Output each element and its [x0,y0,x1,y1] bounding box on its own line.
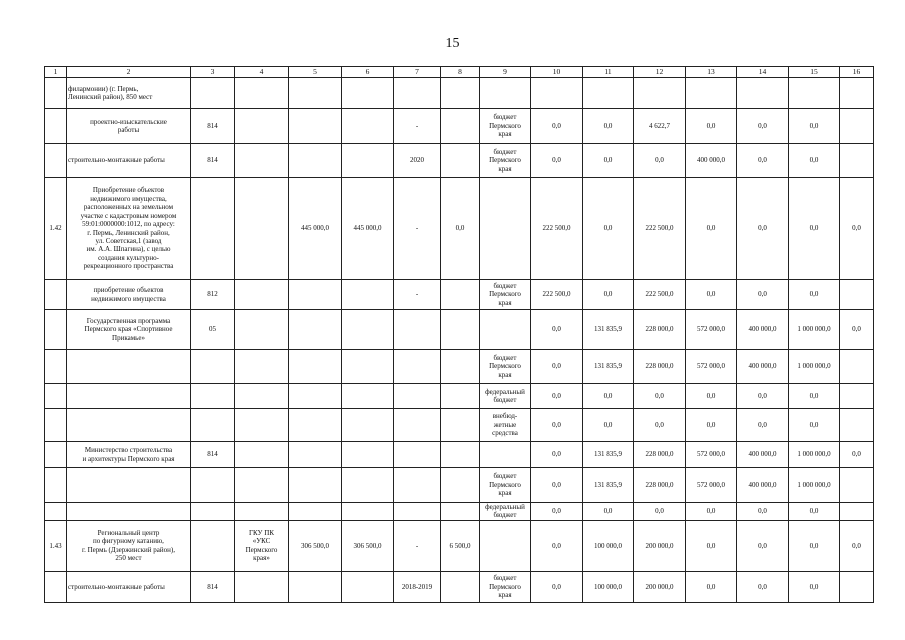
table-cell-col-14: 400 000,0 [737,442,789,468]
table-cell-col-1 [45,384,67,409]
table-cell-col-4 [235,109,289,144]
table-cell-col-9: бюджет Пермского края [480,280,531,310]
table-cell-col-11: 131 835,9 [583,350,634,384]
table-cell-col-14: 0,0 [737,109,789,144]
table-cell-col-5: 5 [289,67,342,78]
table-cell-col-11: 0,0 [583,409,634,442]
table-cell-col-16 [840,144,874,178]
table-cell-col-2: Региональный центр по фигурному катанию, г. Пермь (Дзержинский район), 250 мест [67,520,191,571]
table-cell-col-16: 0,0 [840,178,874,280]
table-cell-col-10: 0,0 [531,350,583,384]
table-cell-col-13: 0,0 [686,520,737,571]
table-cell-col-8 [441,109,480,144]
table-cell-col-2 [67,350,191,384]
table-cell-col-15: 15 [789,67,840,78]
table-cell-col-2 [67,384,191,409]
table-cell-col-10: 222 500,0 [531,178,583,280]
table-row [45,409,874,442]
table-cell-col-1 [45,503,67,521]
table-cell-col-4 [235,468,289,503]
table-cell-col-7 [394,409,441,442]
table-cell-col-2: проектно-изыскательские работы [67,109,191,144]
table-cell-col-10: 0,0 [531,384,583,409]
table-cell-col-4 [235,144,289,178]
table-cell-col-8 [441,144,480,178]
table-cell-col-9 [480,78,531,109]
table-cell-col-2: приобретение объектов недвижимого имущества [67,280,191,310]
table-cell-col-15: 0,0 [789,503,840,521]
table-cell-col-3 [191,468,235,503]
table-cell-col-7: - [394,280,441,310]
table-cell-col-15: 1 000 000,0 [789,442,840,468]
table-cell-col-1: 1.43 [45,520,67,571]
table-cell-col-9: бюджет Пермского края [480,468,531,503]
table-cell-col-4 [235,280,289,310]
table-cell-col-3 [191,503,235,521]
budget-table [44,66,874,603]
table-cell-col-1: 1.42 [45,178,67,280]
table-cell-col-11: 100 000,0 [583,520,634,571]
table-cell-col-15: 0,0 [789,109,840,144]
table-cell-col-3: 814 [191,144,235,178]
table-cell-col-12: 4 622,7 [634,109,686,144]
table-cell-col-15: 1 000 000,0 [789,310,840,350]
table-cell-col-13: 0,0 [686,503,737,521]
table-cell-col-7: - [394,520,441,571]
table-cell-col-5: 306 500,0 [289,520,342,571]
table-cell-col-15: 0,0 [789,571,840,602]
table-cell-col-3 [191,78,235,109]
table-cell-col-1 [45,350,67,384]
table-cell-col-7: - [394,178,441,280]
table-cell-col-13 [686,78,737,109]
table-cell-col-5 [289,571,342,602]
table-cell-col-10: 0,0 [531,109,583,144]
table-cell-col-8 [441,503,480,521]
page-number: 15 [445,36,460,51]
table-cell-col-2: Государственная программа Пермского края «Спортивное Прикамье» [67,310,191,350]
table-row [45,310,874,350]
table-row [45,520,874,571]
table-cell-col-2 [67,409,191,442]
table-cell-col-6 [342,280,394,310]
table-cell-col-3: 3 [191,67,235,78]
table-cell-col-11: 0,0 [583,503,634,521]
table-cell-col-11: 0,0 [583,178,634,280]
table-cell-col-6 [342,109,394,144]
table-cell-col-12: 200 000,0 [634,520,686,571]
table-cell-col-8 [441,280,480,310]
table-cell-col-4 [235,350,289,384]
table-cell-col-12: 0,0 [634,144,686,178]
table-cell-col-5 [289,310,342,350]
table-cell-col-13: 572 000,0 [686,468,737,503]
table-cell-col-7: 2018-2019 [394,571,441,602]
table-cell-col-10 [531,78,583,109]
table-cell-col-16: 0,0 [840,442,874,468]
table-cell-col-12: 222 500,0 [634,178,686,280]
table-cell-col-11 [583,78,634,109]
table-cell-col-2 [67,468,191,503]
table-cell-col-14: 0,0 [737,571,789,602]
table-row [45,280,874,310]
table-cell-col-2: строительно-монтажные работы [67,571,191,602]
table-cell-col-16 [840,468,874,503]
table-cell-col-8: 6 500,0 [441,520,480,571]
table-cell-col-10: 0,0 [531,144,583,178]
table-row [45,144,874,178]
table-cell-col-15 [789,78,840,109]
table-cell-col-11: 11 [583,67,634,78]
table-cell-col-12: 228 000,0 [634,442,686,468]
table-cell-col-7: - [394,109,441,144]
table-row [45,178,874,280]
table-cell-col-11: 131 835,9 [583,310,634,350]
table-cell-col-1 [45,78,67,109]
table-cell-col-3: 05 [191,310,235,350]
table-cell-col-11: 0,0 [583,144,634,178]
table-cell-col-6: 445 000,0 [342,178,394,280]
table-cell-col-9 [480,178,531,280]
table-cell-col-4: ГКУ ПК «УКС Пермского края» [235,520,289,571]
table-cell-col-8: 8 [441,67,480,78]
table-cell-col-10: 0,0 [531,571,583,602]
table-cell-col-6 [342,468,394,503]
table-cell-col-14: 0,0 [737,178,789,280]
table-cell-col-6: 306 500,0 [342,520,394,571]
table-cell-col-4 [235,178,289,280]
table-cell-col-9: бюджет Пермского края [480,144,531,178]
table-cell-col-4 [235,384,289,409]
table-cell-col-7 [394,503,441,521]
table-cell-col-13: 0,0 [686,280,737,310]
table-cell-col-5 [289,442,342,468]
table-cell-col-13: 0,0 [686,571,737,602]
table-cell-col-5 [289,144,342,178]
table-cell-col-16 [840,503,874,521]
table-cell-col-10: 0,0 [531,468,583,503]
table-cell-col-14: 0,0 [737,503,789,521]
table-cell-col-12: 12 [634,67,686,78]
table-cell-col-6 [342,503,394,521]
table-cell-col-12: 0,0 [634,503,686,521]
table-cell-col-6 [342,409,394,442]
table-cell-col-16 [840,78,874,109]
table-row [45,350,874,384]
table-cell-col-4: 4 [235,67,289,78]
table-cell-col-14: 14 [737,67,789,78]
table-cell-col-12: 222 500,0 [634,280,686,310]
table-cell-col-4 [235,310,289,350]
table-cell-col-12: 228 000,0 [634,468,686,503]
table-cell-col-8 [441,442,480,468]
table-cell-col-9: федеральный бюджет [480,503,531,521]
table-cell-col-5 [289,280,342,310]
table-cell-col-13: 13 [686,67,737,78]
table-cell-col-3: 814 [191,571,235,602]
table-cell-col-7 [394,78,441,109]
table-cell-col-2: Министерство строительства и архитектуры Пермского края [67,442,191,468]
table-cell-col-1 [45,310,67,350]
table-cell-col-3 [191,350,235,384]
table-cell-col-7 [394,310,441,350]
table-cell-col-6 [342,350,394,384]
table-cell-col-3 [191,384,235,409]
table-cell-col-12 [634,78,686,109]
table-cell-col-5 [289,503,342,521]
table-cell-col-2 [67,503,191,521]
table-cell-col-15: 0,0 [789,520,840,571]
table-cell-col-9: 9 [480,67,531,78]
table-cell-col-7: 2020 [394,144,441,178]
table-cell-col-13: 0,0 [686,109,737,144]
table-cell-col-11: 0,0 [583,109,634,144]
table-cell-col-2: Приобретение объектов недвижимого имущества, расположенных на земельном участке с кадастровым номером 59:01:0000000:1012, по адресу: г. Пермь, Ленинский район, ул. Советская,1 (завод им. А.А. Шпагина), с целью создания культурно- рекреационного пространства [67,178,191,280]
table-row [45,442,874,468]
table-cell-col-10: 0,0 [531,310,583,350]
table-cell-col-5 [289,350,342,384]
table-cell-col-9: бюджет Пермского края [480,350,531,384]
table-cell-col-9: федеральный бюджет [480,384,531,409]
table-cell-col-13: 572 000,0 [686,310,737,350]
table-cell-col-16 [840,384,874,409]
table-cell-col-9: бюджет Пермского края [480,109,531,144]
table-cell-col-15: 0,0 [789,178,840,280]
table-cell-col-6: 6 [342,67,394,78]
table-cell-col-13: 0,0 [686,178,737,280]
table-cell-col-6 [342,442,394,468]
table-cell-col-16 [840,350,874,384]
table-cell-col-1 [45,409,67,442]
table-cell-col-16: 16 [840,67,874,78]
table-cell-col-1 [45,571,67,602]
table-cell-col-7 [394,442,441,468]
table-cell-col-14: 400 000,0 [737,350,789,384]
table-cell-col-16 [840,409,874,442]
table-cell-col-2: 2 [67,67,191,78]
table-cell-col-11: 100 000,0 [583,571,634,602]
table-cell-col-6 [342,571,394,602]
table-cell-col-14: 0,0 [737,144,789,178]
table-cell-col-7 [394,384,441,409]
table-cell-col-8 [441,310,480,350]
table-header-row [45,67,874,78]
table-cell-col-7 [394,468,441,503]
table-cell-col-8 [441,571,480,602]
table-cell-col-14 [737,78,789,109]
table-cell-col-1 [45,109,67,144]
table-cell-col-9: внебюд- жетные средства [480,409,531,442]
table-cell-col-9 [480,310,531,350]
table-cell-col-12: 228 000,0 [634,310,686,350]
table-cell-col-14: 0,0 [737,280,789,310]
table-cell-col-15: 0,0 [789,409,840,442]
table-cell-col-14: 0,0 [737,409,789,442]
table-cell-col-2: строительно-монтажные работы [67,144,191,178]
table-cell-col-4 [235,503,289,521]
table-cell-col-13: 0,0 [686,384,737,409]
table-cell-col-10: 0,0 [531,503,583,521]
table-cell-col-8: 0,0 [441,178,480,280]
table-cell-col-10: 0,0 [531,442,583,468]
table-cell-col-12: 0,0 [634,409,686,442]
table-cell-col-5: 445 000,0 [289,178,342,280]
table-cell-col-15: 0,0 [789,384,840,409]
table-cell-col-6 [342,384,394,409]
table-cell-col-13: 0,0 [686,409,737,442]
table-cell-col-15: 0,0 [789,144,840,178]
table-cell-col-3 [191,409,235,442]
table-cell-col-16 [840,571,874,602]
table-row [45,468,874,503]
table-cell-col-6 [342,144,394,178]
table-cell-col-10: 0,0 [531,409,583,442]
table-cell-col-1 [45,442,67,468]
table-cell-col-12: 228 000,0 [634,350,686,384]
table-cell-col-16: 0,0 [840,310,874,350]
table-cell-col-5 [289,78,342,109]
table-cell-col-16 [840,280,874,310]
table-cell-col-3: 814 [191,109,235,144]
table-cell-col-3 [191,520,235,571]
table-cell-col-16 [840,109,874,144]
table-cell-col-7 [394,350,441,384]
table-cell-col-8 [441,409,480,442]
table-cell-col-11: 0,0 [583,384,634,409]
table-cell-col-14: 400 000,0 [737,310,789,350]
table-row [45,384,874,409]
table-row [45,503,874,521]
table-cell-col-13: 400 000,0 [686,144,737,178]
table-cell-col-1 [45,144,67,178]
table-cell-col-4 [235,409,289,442]
table-cell-col-11: 131 835,9 [583,468,634,503]
table-cell-col-8 [441,384,480,409]
table-cell-col-8 [441,78,480,109]
table-cell-col-8 [441,350,480,384]
table-cell-col-6 [342,78,394,109]
table-cell-col-12: 0,0 [634,384,686,409]
table-cell-col-13: 572 000,0 [686,442,737,468]
table-cell-col-14: 0,0 [737,520,789,571]
table-cell-col-5 [289,384,342,409]
table-row [45,571,874,602]
table-cell-col-15: 0,0 [789,280,840,310]
table-cell-col-9: бюджет Пермского края [480,571,531,602]
table-cell-col-1 [45,280,67,310]
table-cell-col-10: 10 [531,67,583,78]
table-cell-col-13: 572 000,0 [686,350,737,384]
table-cell-col-9 [480,442,531,468]
table-cell-col-3: 812 [191,280,235,310]
table-cell-col-4 [235,442,289,468]
table-cell-col-2: филармонии) (г. Пермь, Ленинский район), 850 мест [67,78,191,109]
table-cell-col-9 [480,520,531,571]
table-cell-col-7: 7 [394,67,441,78]
table-row [45,109,874,144]
table-cell-col-14: 400 000,0 [737,468,789,503]
table-cell-col-5 [289,468,342,503]
table-cell-col-5 [289,109,342,144]
table-cell-col-4 [235,571,289,602]
table-cell-col-4 [235,78,289,109]
table-cell-col-12: 200 000,0 [634,571,686,602]
table-cell-col-15: 1 000 000,0 [789,350,840,384]
table-cell-col-14: 0,0 [737,384,789,409]
table-cell-col-3 [191,178,235,280]
table-cell-col-1 [45,468,67,503]
table-cell-col-3: 814 [191,442,235,468]
table-cell-col-5 [289,409,342,442]
table-cell-col-16: 0,0 [840,520,874,571]
table-cell-col-6 [342,310,394,350]
table-row [45,78,874,109]
table-cell-col-8 [441,468,480,503]
table-cell-col-10: 222 500,0 [531,280,583,310]
table-cell-col-10: 0,0 [531,520,583,571]
table-cell-col-15: 1 000 000,0 [789,468,840,503]
table-cell-col-1: 1 [45,67,67,78]
table-cell-col-11: 0,0 [583,280,634,310]
table-cell-col-11: 131 835,9 [583,442,634,468]
